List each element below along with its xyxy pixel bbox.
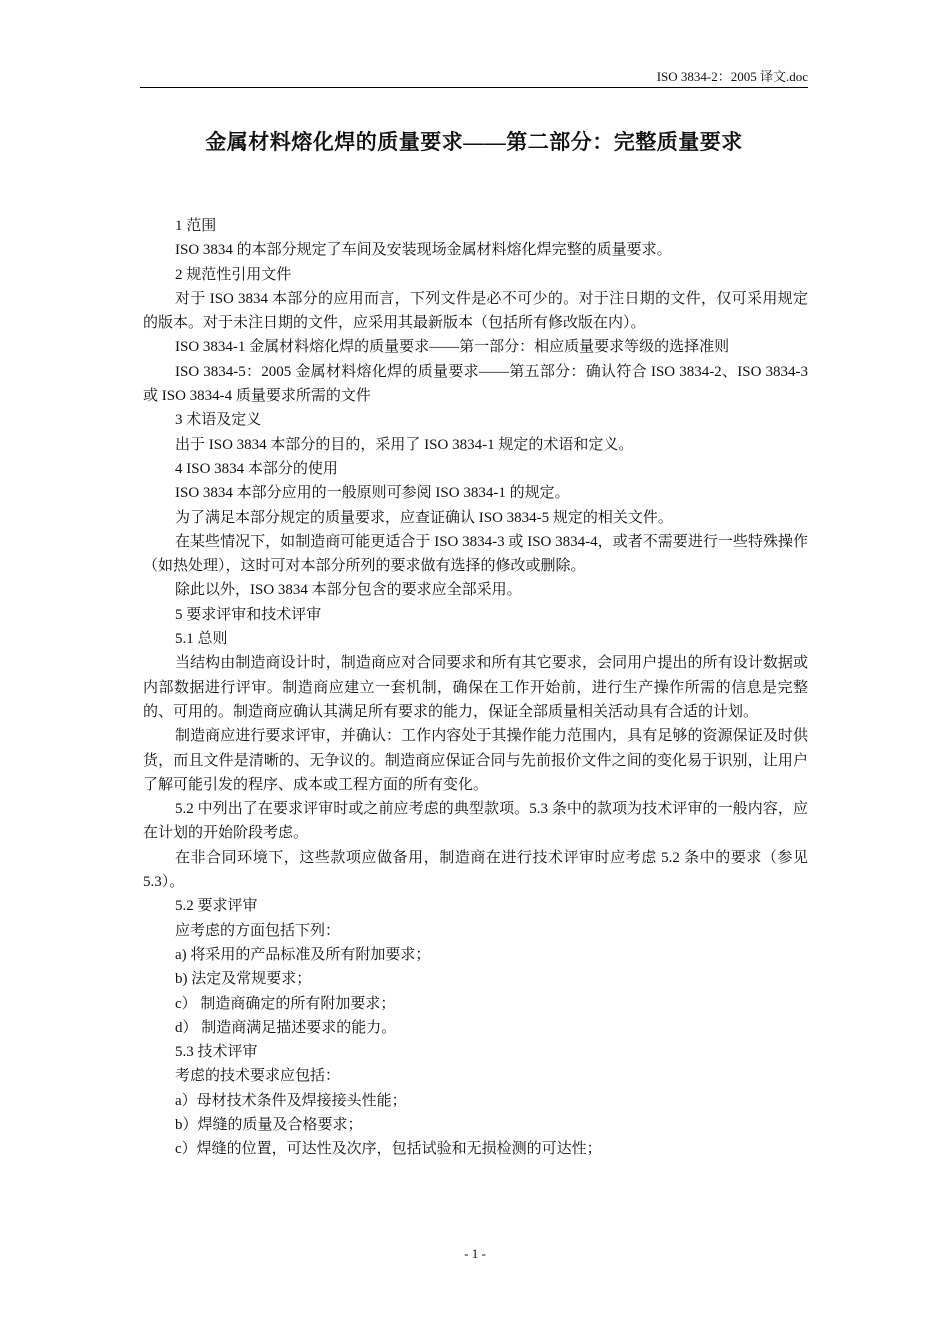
paragraph: b) 法定及常规要求； [175,971,312,988]
document-title: 金属材料熔化焊的质量要求——第二部分：完整质量要求 [205,130,743,154]
paragraph: 5.2 要求评审 [175,898,258,915]
paragraph: 在非合同环境下，这些款项应做备用，制造商在进行技术评审时应考虑 5.2 条中的要求（参见 5.3）。 [143,849,808,891]
paragraph: 1 范围 [175,218,217,234]
document-body [143,214,808,1162]
paragraph: 考虑的技术要求应包括： [175,1068,341,1085]
paragraph: 4 ISO 3834 本部分的使用 [175,460,338,477]
paragraph: 在某些情况下，如制造商可能更适合于 ISO 3834-3 或 ISO 3834-4，或者不需要进行一些特殊操作（如热处理），这时可对本部分所列的要求做有选择的修改或删除。 [143,533,808,575]
paragraph: 5.1 总则 [175,631,228,648]
paragraph: 5.2 中列出了在要求评审时或之前应考虑的典型款项。5.3 条中的款项为技术评审的一般内容，应在计划的开始阶段考虑。 [143,801,808,842]
paragraph: b）焊缝的质量及合格要求； [175,1116,363,1133]
paragraph: c）焊缝的位置，可达性及次序，包括试验和无损检测的可达性； [175,1141,602,1158]
paragraph: 当结构由制造商设计时，制造商应对合同要求和所有其它要求，会同用户提出的所有设计数据或内部数据进行评审。制造商应建立一套机制，确保在工作开始前，进行生产操作所需的信息是完整的、可用的。制造商应确认其满足所有要求的能力，保证全部质量相关活动具有合适的计划。 [143,655,808,720]
paragraph: d） 制造商满足描述要求的能力。 [175,1019,397,1036]
paragraph: 5 要求评审和技术评审 [175,606,322,623]
paragraph: a）母材技术条件及焊接接头性能； [175,1092,407,1109]
header-divider [140,87,808,88]
paragraph: 为了满足本部分规定的质量要求，应查证确认 ISO 3834-5 规定的相关文件。 [175,509,673,526]
paragraph: 对于 ISO 3834 本部分的应用而言，下列文件是必不可少的。对于注日期的文件，仅可采用规定的版本。对于未注日期的文件，应采用其最新版本（包括所有修改版在内）。 [143,290,808,332]
paragraph: ISO 3834-1 金属材料熔化焊的质量要求——第一部分：相应质量要求等级的选择准则 [175,339,730,356]
paragraph: ISO 3834 的本部分规定了车间及安装现场金属材料熔化焊完整的质量要求。 [175,242,672,259]
paragraph: 除此以外，ISO 3834 本部分包含的要求应全部采用。 [175,582,522,599]
paragraph: 应考虑的方面包括下列： [175,922,341,939]
paragraph: a) 将采用的产品标准及所有附加要求； [175,946,431,963]
paragraph: ISO 3834-5：2005 金属材料熔化焊的质量要求——第五部分：确认符合 ISO 3834-2、ISO 3834-3 或 ISO 3834-4 质量要求所需的文件 [143,363,808,405]
page-number: - 1 - [464,1246,486,1261]
page-header-filename: ISO 3834-2：2005 译文.doc [656,69,808,84]
paragraph: 2 规范性引用文件 [175,266,292,283]
paragraph: c） 制造商确定的所有附加要求； [175,995,396,1012]
paragraph: 3 术语及定义 [175,412,262,429]
paragraph: 5.3 技术评审 [175,1044,258,1061]
paragraph: 制造商应进行要求评审，并确认：工作内容处于其操作能力范围内，具有足够的资源保证及时供货，而且文件是清晰的、无争议的。制造商应保证合同与先前报价文件之间的变化易于识别，让用户了解可能引发的程序、成本或工程方面的所有变化。 [143,728,808,793]
paragraph: 出于 ISO 3834 本部分的目的，采用了 ISO 3834-1 规定的术语和定义。 [175,436,634,453]
paragraph: ISO 3834 本部分应用的一般原则可参阅 ISO 3834-1 的规定。 [175,485,570,502]
